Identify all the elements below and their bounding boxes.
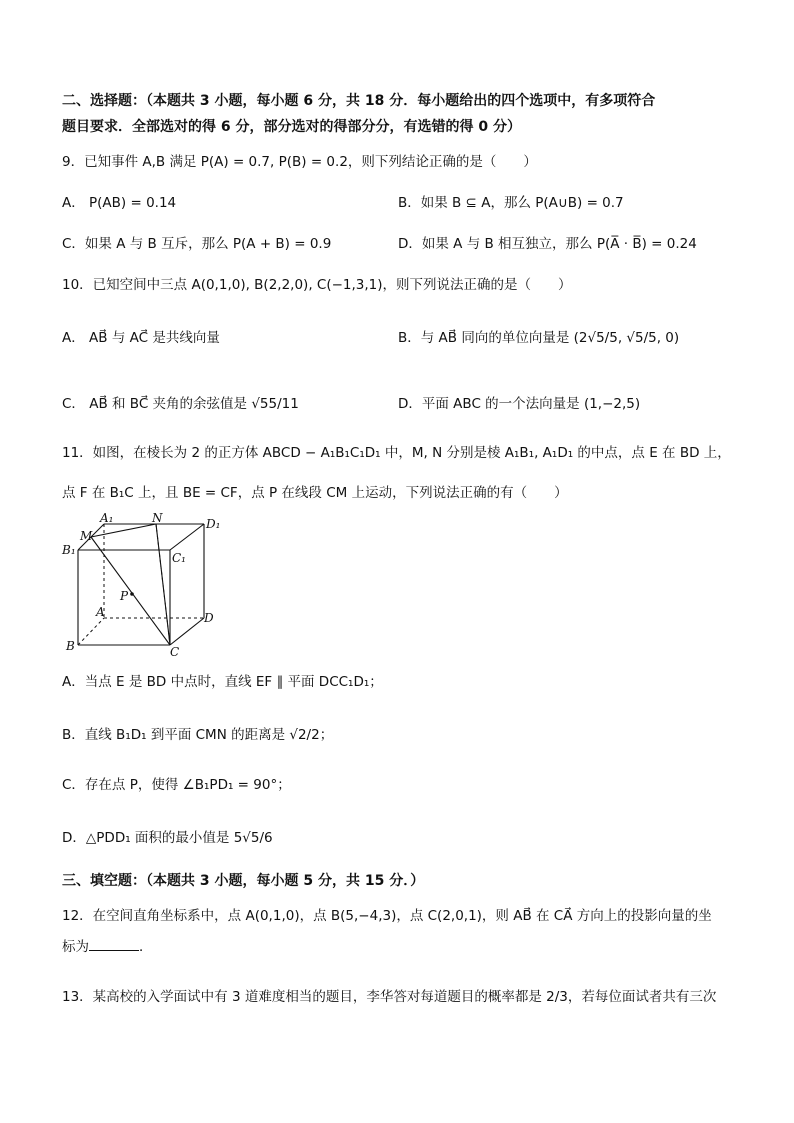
q10-option-a: A． AB⃗ 与 AC⃗ 是共线向量: [62, 330, 220, 346]
section2-heading-line1: 二、选择题：（本题共 3 小题，每小题 6 分，共 18 分．每小题给出的四个选项中，有多项符合: [62, 93, 656, 109]
label-N: N: [152, 511, 163, 525]
q11-option-c: C．存在点 P，使得 ∠B₁PD₁ = 90°；: [62, 777, 291, 793]
label-D: D: [204, 611, 214, 625]
q10-stem: 10．已知空间中三点 A(0,1,0), B(2,2,0), C(−1,3,1)，则下列说法正确的是（ ）: [62, 277, 572, 293]
q12-stem-line2: [62, 935, 153, 955]
q9-option-d: D．如果 A 与 B 相互独立，那么 P(A̅ · B̅) = 0.24: [398, 236, 697, 252]
q11-option-d: D．△PDD₁ 面积的最小值是 5√5/6: [62, 830, 273, 846]
q13-stem: 13．某高校的入学面试中有 3 道难度相当的题目，李华答对每道题目的概率都是 2/3，若每位面试者共有三次: [62, 989, 717, 1005]
q11-option-b: B．直线 B₁D₁ 到平面 CMN 的距离是 √2/2；: [62, 727, 334, 743]
section2-heading-line2: 题目要求．全部选对的得 6 分，部分选对的得部分分，有选错的得 0 分）: [62, 119, 521, 135]
q11-option-a: A．当点 E 是 BD 中点时，直线 EF ∥ 平面 DCC₁D₁；: [62, 674, 383, 690]
q12-stem-end: ．: [139, 939, 153, 955]
q10-option-b: B．与 AB⃗ 同向的单位向量是 (2√5/5, √5/5, 0): [398, 330, 680, 346]
q9-option-b: B．如果 B ⊆ A，那么 P(A∪B) = 0.7: [398, 195, 624, 211]
q9-option-c: C．如果 A 与 B 互斥，那么 P(A + B) = 0.9: [62, 236, 332, 252]
label-B1: B₁: [62, 543, 76, 557]
section3-heading: 三、填空题：（本题共 3 小题，每小题 5 分，共 15 分．）: [62, 873, 425, 889]
label-C: C: [170, 645, 180, 659]
label-M: M: [80, 529, 93, 543]
q12-answer-blank[interactable]: [89, 938, 139, 951]
q10-option-d: D．平面 ABC 的一个法向量是 (1,−2,5): [398, 396, 641, 412]
label-A: A: [96, 605, 105, 619]
cube-figure: [60, 510, 230, 660]
label-A1: A₁: [100, 511, 114, 525]
q12-stem-line2-text: 标为: [62, 939, 89, 955]
label-P: P: [120, 589, 129, 603]
q9-option-a: A． P(AB) = 0.14: [62, 195, 177, 211]
q11-stem-line2: 点 F 在 B₁C 上，且 BE = CF，点 P 在线段 CM 上运动，下列说法正确的有（ ）: [62, 485, 568, 501]
label-D1: D₁: [206, 517, 221, 531]
label-C1: C₁: [172, 551, 186, 565]
q9-stem: 9．已知事件 A,B 满足 P(A) = 0.7, P(B) = 0.2，则下列结论正确的是（ ）: [62, 154, 537, 170]
q12-stem-line1: 12．在空间直角坐标系中，点 A(0,1,0)，点 B(5,−4,3)，点 C(2,0,1)，则 AB⃗ 在 CA⃗ 方向上的投影向量的坐: [62, 908, 712, 924]
q10-option-c: C． AB⃗ 和 BC⃗ 夹角的余弦值是 √55/11: [62, 396, 299, 412]
q11-stem-line1: 11．如图，在棱长为 2 的正方体 ABCD − A₁B₁C₁D₁ 中，M, N 分别是棱 A₁B₁, A₁D₁ 的中点，点 E 在 BD 上，: [62, 445, 731, 461]
label-B: B: [66, 639, 75, 653]
